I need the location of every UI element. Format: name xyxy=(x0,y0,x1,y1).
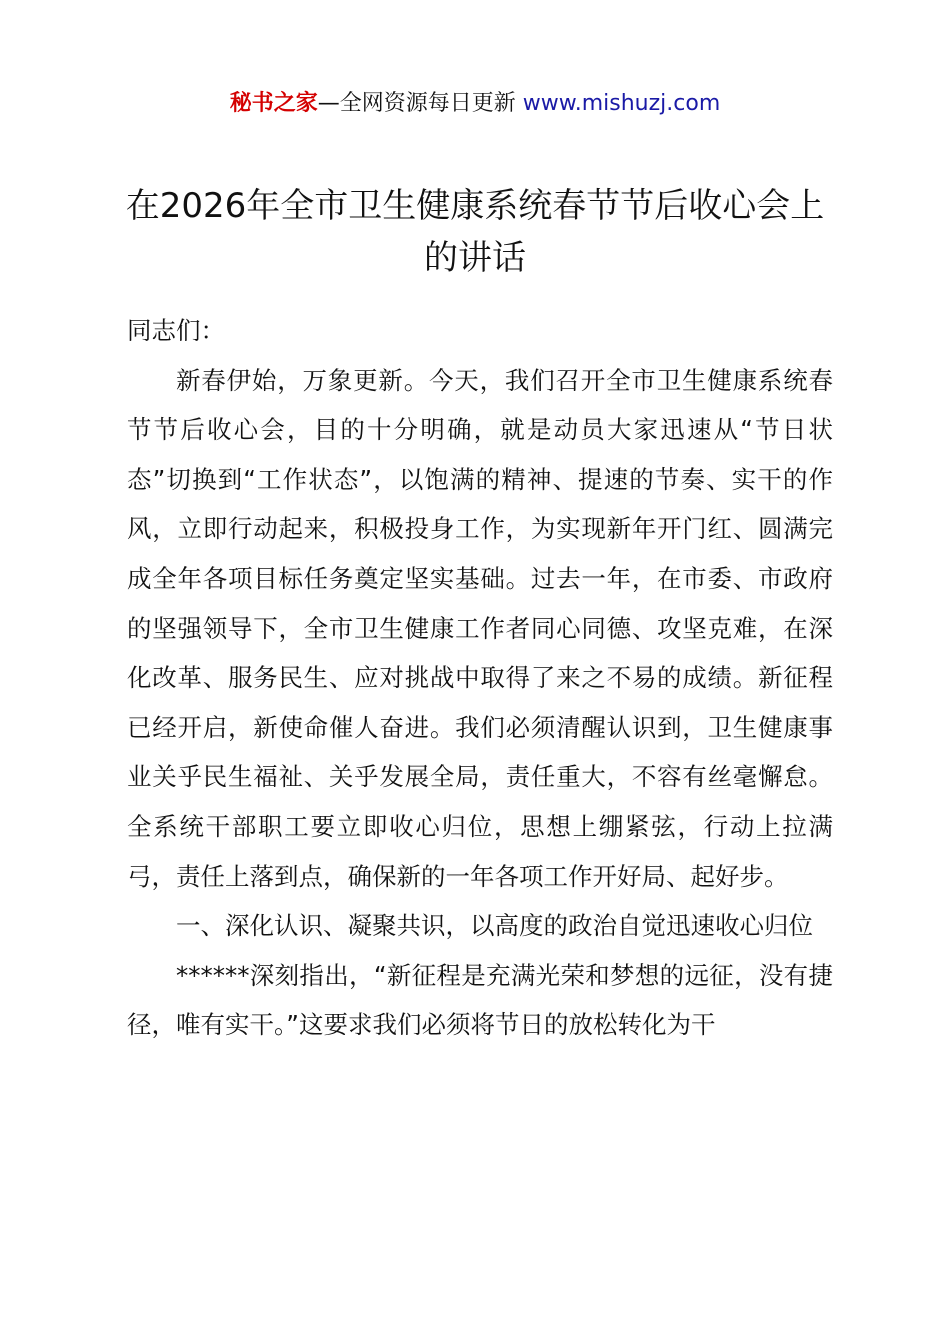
site-header xyxy=(0,88,950,120)
section-heading-1: 一、深化认识、凝聚共识，以高度的政治自觉迅速收心归位 xyxy=(176,911,813,941)
paragraph-intro: 新春伊始，万象更新。今天，我们召开全市卫生健康系统春节节后收心会，目的十分明确，就是动员大家迅速从“节日状态”切换到“工作状态”，以饱满的精神、提速的节奏、实干的作风，立即行动起来，积极投身工作，为实现新年开门红、圆满完成全年各项目标任务奠定坚实基础。过去一年，在市委、市政府的坚强领导下，全市卫生健康工作者同心同德、攻坚克难，在深化改革、服务民生、应对挑战中取得了来之不易的成绩。新征程已经开启，新使命催人奋进。我们必须清醒认识到，卫生健康事业关乎民生福祉、关乎发展全局，责任重大，不容有丝毫懈怠。全系统干部职工要立即收心归位，思想上绷紧弦，行动上拉满弓，责任上落到点，确保新的一年各项工作开好局、起好步。 xyxy=(127,365,833,891)
site-url-link[interactable]: www.mishuzj.com xyxy=(522,91,721,116)
paragraph-section-1: ******深刻指出，“新征程是充满光荣和梦想的远征，没有捷径，唯有实干。”这要求我们必须将节日的放松转化为干 xyxy=(127,960,833,1040)
salutation: 同志们： xyxy=(127,316,225,345)
document-title: 在2026年全市卫生健康系统春节节后收心会上的讲话 xyxy=(125,186,825,278)
document-body xyxy=(127,306,833,1050)
site-brand: 秘书之家 xyxy=(229,91,318,116)
site-tagline: —全网资源每日更新 xyxy=(317,91,523,116)
